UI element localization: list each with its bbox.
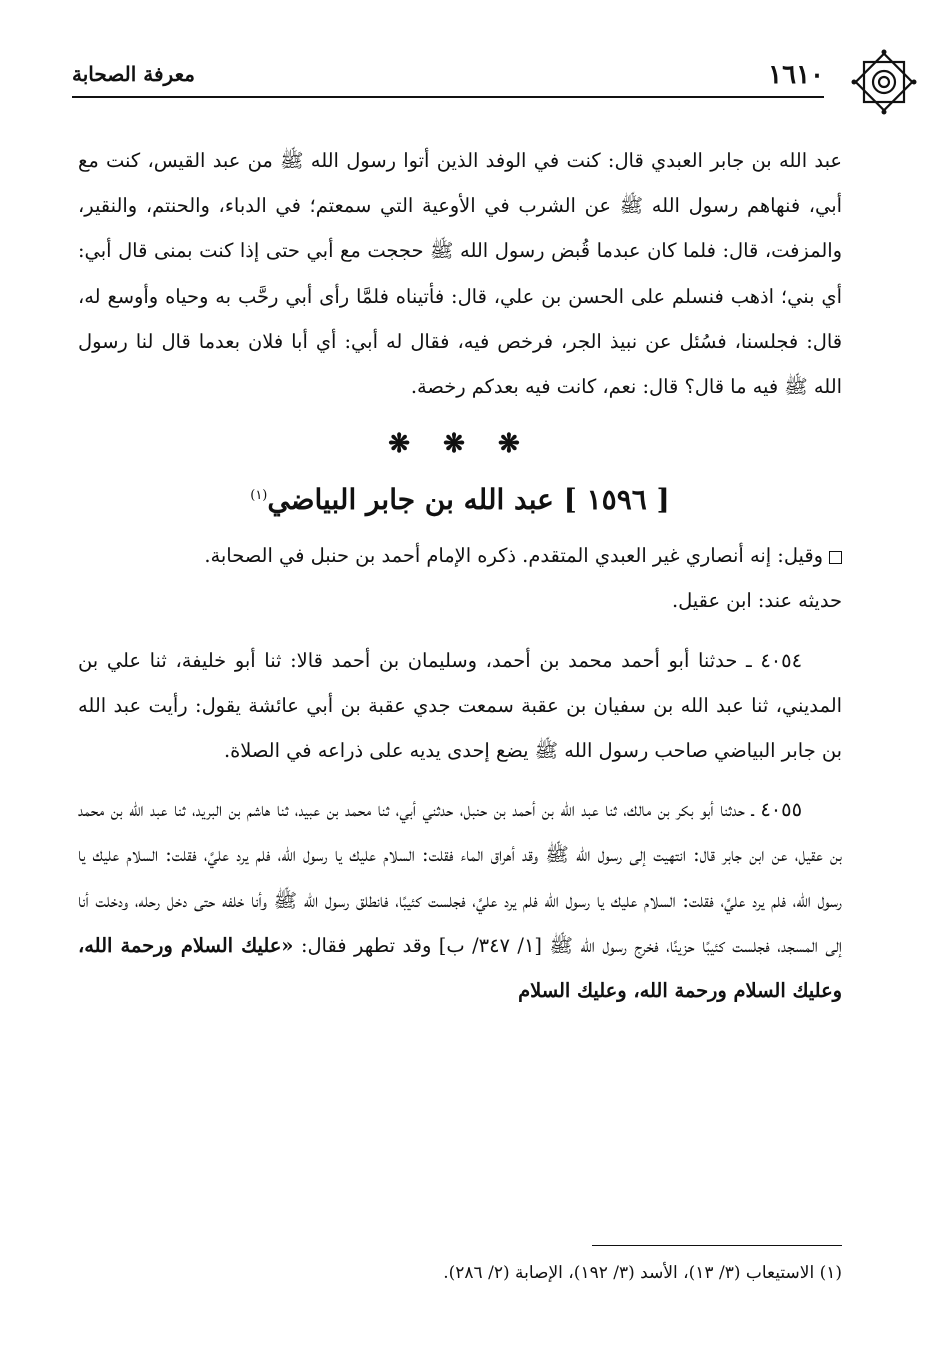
entry-intro-text: وقيل: إنه أنصاري غير العبدي المتقدم. ذكره الإمام أحمد بن حنبل في الصحابة.	[204, 544, 823, 568]
book-title: معرفة الصحابة	[72, 62, 195, 86]
ornament-icon	[850, 48, 918, 116]
header-divider	[72, 96, 824, 98]
hadith-4054: ٤٠٥٤ ـ حدثنا أبو أحمد محمد بن أحمد، وسليمان بن أحمد قالا: ثنا أبو خليفة، ثنا علي بن المديني، ثنا عبد الله بن سفيان بن عقبة سمعت جدي عقبة بن أبي عائشة يقول: رأيت عبد الله بن جابر البياضي صاحب رسول الله ﷺ يضع إحدى يديه على ذراعه في الصلاة.	[78, 648, 842, 763]
hadith-4055-bold-quote: «عليك السلام ورحمة الله، وعليك السلام ورحمة الله، وعليك السلام	[78, 933, 842, 1003]
spacer	[78, 624, 842, 638]
footnote-divider	[592, 1245, 842, 1246]
hadith-4055-text: ٤٠٥٥ ـ حدثنا أبو بكر بن مالك، ثنا عبد الله بن أحمد بن حنبل، حدثني أبي، ثنا محمد بن عبيد، ثنا هاشم بن البريد، ثنا عبد الله بن محمد بن عقيل، عن ابن جابر قال: انتهيت إلى رسول الله ﷺ وقد أهراق الماء فقلت: السلام عليك يا رسول الله، فلم يرد عليَّ، فقلت: السلام عليك يا رسول الله، فلم يرد عليَّ، فقلت: السلام عليك يا رسول الله فلم يرد عليَّ، فجلست كئيبًا، فانطلق رسول الله ﷺ وأنا خلفه حتى دخل رحله، ودخلت أنا إلى المسجد، فجلست كئيبًا حزينًا، فخرج رسول الله ﷺ [١/ ٣٤٧/ ب] وقد تطهر فقال:	[78, 798, 843, 957]
continuation-paragraph: عبد الله بن جابر العبدي قال: كنت في الوفد الذين أتوا رسول الله ﷺ من عبد القيس، كنت مع أبي، فنهاهم رسول الله ﷺ عن الشرب في الأوعية التي سمعتم؛ في الدباء، والحنتم، والنقير، والمزفت، قال: فلما كان عبدما قُبض رسول الله ﷺ حججت مع أبي حتى إذا كنت بمنى قال أبي: أي بني؛ اذهب فنسلم على الحسن بن علي، قال: فأتيناه فلمَّا رأى أبي رحَّب به وحياه وأوسع له، قال: فجلسنا، فسُئل عن نبيذ الجر، فرخص فيه، فقال له أبي: أي أبا فلان بعدما قال لنا رسول الله ﷺ فيه ما قال؟ قال: نعم، كانت فيه بعدكم رخصة.	[78, 149, 842, 399]
section-separator: ❋ ❋ ❋	[388, 429, 532, 460]
hadith-4055	[78, 787, 842, 1013]
spacer	[78, 773, 842, 787]
entry-intro	[78, 533, 842, 578]
page-header	[72, 50, 858, 102]
entry-heading	[78, 473, 842, 527]
entry-heading-text: [ ١٥٩٦ ] عبد الله بن جابر البياضي	[267, 483, 670, 517]
hadith-source: حديثه عند: ابن عقيل.	[671, 589, 842, 613]
page-body	[78, 138, 842, 1013]
footnote-ref: (١)	[250, 488, 268, 504]
square-bullet-icon	[829, 551, 842, 564]
page-number: ١٦١٠	[768, 60, 824, 90]
footnote: (١) الاستيعاب (٣/ ١٣)، الأسد (٣/ ١٩٢)، الإصابة (٢/ ٢٨٦).	[443, 1263, 842, 1283]
